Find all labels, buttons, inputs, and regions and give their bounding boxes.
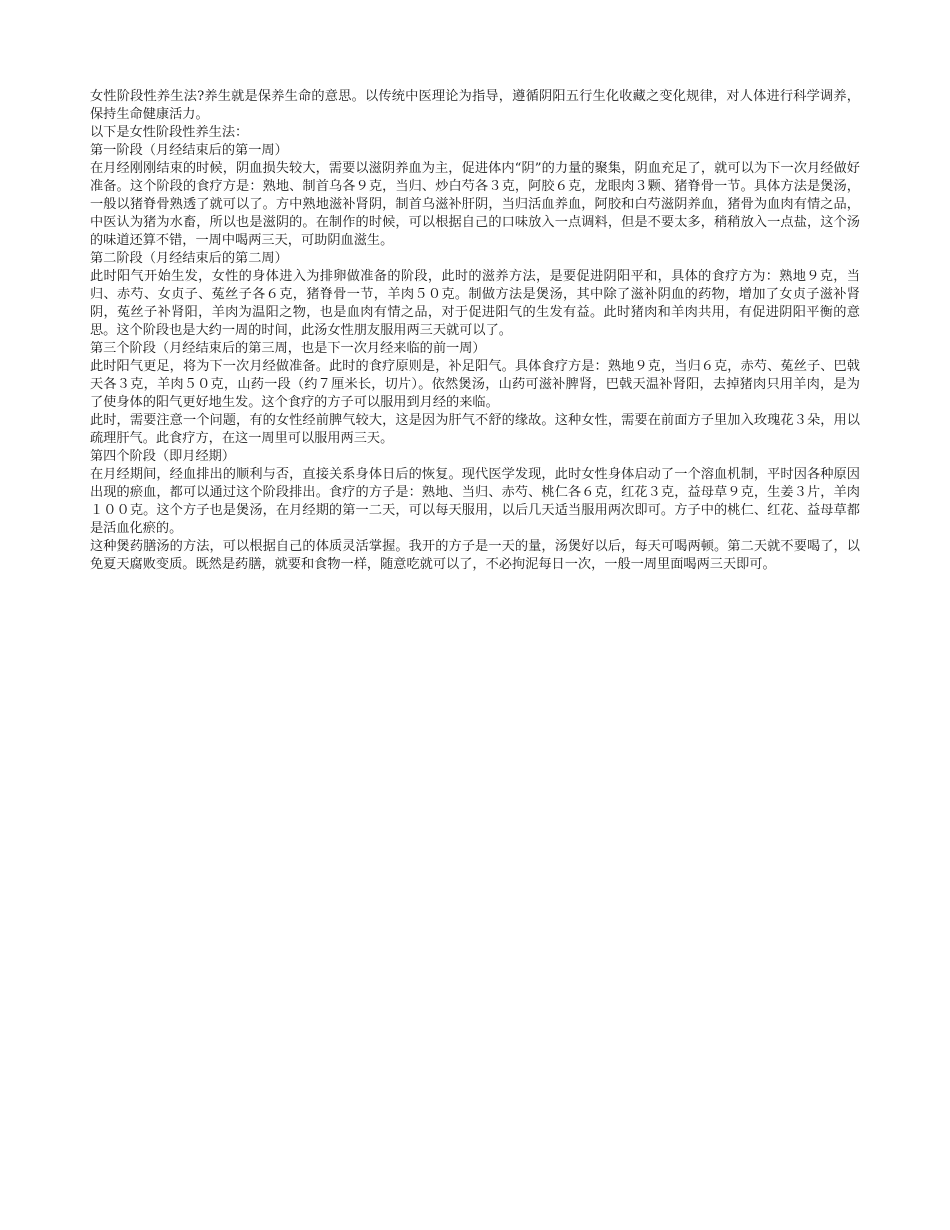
- stage-4-heading: 第四个阶段（即月经期）: [90, 449, 236, 464]
- stage-2-paragraph: 此时阳气开始生发，女性的身体进入为排卵做准备的阶段，此时的滋养方法，是要促进阴阳平和，具体的食疗方为：熟地９克，当归、赤芍、女贞子、菟丝子各６克，猪脊骨一节，羊肉５０克。制做方法是煲汤，其中除了滋补阴血的药物，增加了女贞子滋补肾阴，菟丝子补肾阳，羊肉为温阳之物，也是血肉有情之品，对于促进阳气的生发有益。此时猪肉和羊肉共用，有促进阴阳平衡的意思。这个阶段也是大约一周的时间，此汤女性朋友服用两三天就可以了。: [90, 269, 860, 338]
- intro-paragraph: 女性阶段性养生法?养生就是保养生命的意思。以传统中医理论为指导，遵循阴阳五行生化收藏之变化规律，对人体进行科学调养，保持生命健康活力。: [90, 89, 860, 122]
- intro-lead-line: 以下是女性阶段性养生法：: [90, 125, 249, 140]
- stage-1-heading: 第一阶段（月经结束后的第一周）: [90, 143, 288, 158]
- stage-3-note-paragraph: 此时，需要注意一个问题，有的女性经前脾气较大，这是因为肝气不舒的缘故。这种女性，需要在前面方子里加入玫瑰花３朵，用以疏理肝气。此食疗方，在这一周里可以服用两三天。: [90, 413, 860, 446]
- closing-paragraph: 这种煲药膳汤的方法，可以根据自己的体质灵活掌握。我开的方子是一天的量，汤煲好以后，每天可喝两顿。第二天就不要喝了，以免夏天腐败变质。既然是药膳，就要和食物一样，随意吃就可以了，不必拘泥每日一次，一般一周里面喝两三天即可。: [90, 539, 860, 572]
- stage-4-paragraph: 在月经期间，经血排出的顺利与否，直接关系身体日后的恢复。现代医学发现，此时女性身体启动了一个溶血机制，平时因各种原因出现的瘀血，都可以通过这个阶段排出。食疗的方子是：熟地、当归、赤芍、桃仁各６克，红花３克，益母草９克，生姜３片，羊肉１００克。这个方子也是煲汤，在月经期的第一二天，可以每天服用，以后几天适当服用两次即可。方子中的桃仁、红花、益母草都是活血化瘀的。: [90, 467, 860, 536]
- stage-3-heading: 第三个阶段（月经结束后的第三周，也是下一次月经来临的前一周）: [90, 341, 486, 356]
- stage-3-paragraph: 此时阳气更足，将为下一次月经做准备。此时的食疗原则是，补足阳气。具体食疗方是：熟地９克，当归６克，赤芍、菟丝子、巴戟天各３克，羊肉５０克，山药一段（约７厘米长，切片）。依然煲汤，山药可滋补脾肾，巴戟天温补肾阳，去掉猪肉只用羊肉，是为了使身体的阳气更好地生发。这个食疗的方子可以服用到月经的来临。: [90, 359, 860, 410]
- document-body: [90, 88, 860, 574]
- stage-1-paragraph: 在月经刚刚结束的时候，阴血损失较大，需要以滋阴养血为主，促进体内“阴”的力量的聚集，阴血充足了，就可以为下一次月经做好准备。这个阶段的食疗方是：熟地、制首乌各９克，当归、炒白芍各３克，阿胶６克，龙眼肉３颗、猪脊骨一节。具体方法是煲汤，一般以猪脊骨熟透了就可以了。方中熟地滋补肾阴，制首乌滋补肝阴，当归活血养血，阿胶和白芍滋阴养血，猪骨为血肉有情之品，中医认为猪为水畜，所以也是滋阴的。在制作的时候，可以根据自己的口味放入一点调料，但是不要太多，稍稍放入一点盐，这个汤的味道还算不错，一周中喝两三天，可助阴血滋生。: [90, 161, 860, 248]
- stage-2-heading: 第二阶段（月经结束后的第二周）: [90, 251, 288, 266]
